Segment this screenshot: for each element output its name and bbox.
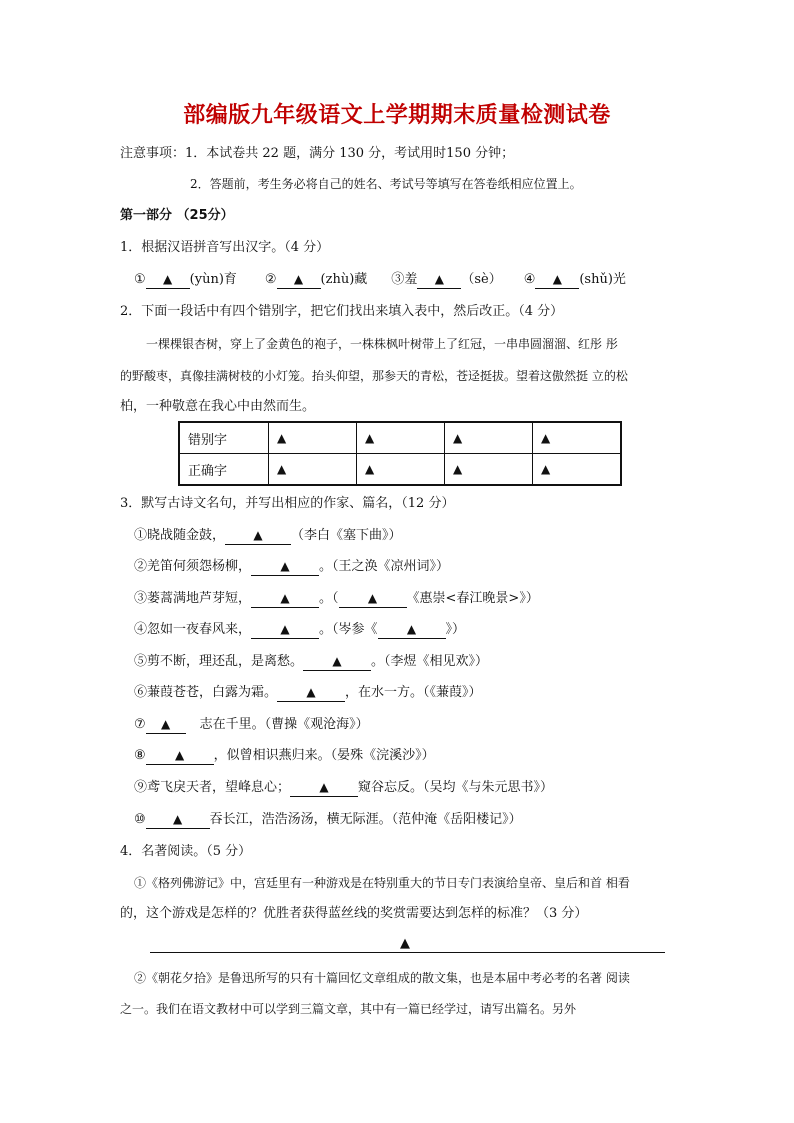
- table-cell[interactable]: ▲: [269, 422, 357, 454]
- note-1: 注意事项：1．本试卷共 22 题，满分 130 分，考试用时150 分钟；: [120, 146, 515, 161]
- q1-item-1: ① ▲ (yùn)育: [134, 272, 237, 287]
- q4-para-1-line-1: ①《格列佛游记》中，宫廷里有一种游戏是在特别重大的节日专门表演给皇帝、皇后和首 相看: [134, 876, 630, 890]
- table-cell[interactable]: ▲: [445, 454, 533, 486]
- answer-blank[interactable]: ▲: [146, 747, 214, 765]
- answer-blank[interactable]: ▲: [303, 653, 371, 671]
- answer-line[interactable]: [150, 952, 665, 953]
- table-row: [179, 422, 621, 454]
- q4-para-2-line-1: ②《朝花夕拾》是鲁迅所写的只有十篇回忆文章组成的散文集，也是本届中考必考的名著 阅读: [134, 971, 630, 985]
- answer-blank[interactable]: ▲: [251, 558, 319, 576]
- answer-blank[interactable]: ▲: [535, 271, 579, 289]
- q2-passage-line-1: 一棵棵银杏树，穿上了金黄色的袍子，一株株枫叶树带上了红冠，一串串圆溜溜、红彤 彤: [146, 337, 618, 351]
- q1-item-4: ④ ▲ (shǔ)光: [523, 272, 626, 287]
- q3-line-4: ④忽如一夜春风来， ▲ 。（岑参《 ▲ 》）: [134, 622, 466, 637]
- row-label-correct: 正确字: [179, 454, 269, 486]
- q3-line-7: ⑦ ▲ 志在千里。（曹操《观沧海》）: [134, 717, 369, 732]
- q1-item-3: ③羞 ▲ （sè）: [391, 272, 502, 287]
- note-2: 2．答题前，考生务必将自己的姓名、考试号等填写在答卷纸相应位置上。: [190, 177, 582, 191]
- answer-blank[interactable]: ▲: [146, 811, 210, 829]
- table-cell[interactable]: ▲: [357, 422, 445, 454]
- q4-para-2-line-2: 之一。我们在语文教材中可以学到三篇文章，其中有一篇已经学过，请写出篇名。另外: [120, 1002, 577, 1016]
- answer-blank[interactable]: ▲: [417, 271, 461, 289]
- q2-passage-line-2: 的野酸枣，真像挂满树枝的小灯笼。抬头仰望，那参天的青松，苍迳挺拔。望着这傲然挺 立的松: [120, 369, 628, 383]
- q3-line-8: ⑧ ▲ ，似曾相识燕归来。（晏殊《浣溪沙》）: [134, 748, 435, 763]
- exam-title: 部编版九年级语文上学期期末质量检测试卷: [183, 103, 611, 128]
- q3-line-6: ⑥蒹葭苍苍，白露为霜。 ▲ ，在水一方。（《蒹葭》）: [134, 685, 482, 700]
- answer-marker: ▲: [400, 936, 410, 951]
- correction-table: [178, 421, 622, 486]
- q4-stem: 4．名著阅读。（5 分）: [120, 844, 252, 859]
- q1-item-2: ② ▲ (zhù)藏: [264, 272, 368, 287]
- table-cell[interactable]: ▲: [445, 422, 533, 454]
- q2-stem: 2．下面一段话中有四个错别字，把它们找出来填入表中，然后改正。（4 分）: [120, 304, 564, 319]
- table-row: [179, 454, 621, 486]
- q3-line-10: ⑩ ▲ 吞长江，浩浩汤汤，横无际涯。（范仲淹《岳阳楼记》）: [134, 812, 522, 827]
- q2-passage-line-3: 柏，一种敬意在我心中由然而生。: [120, 399, 316, 414]
- part-1-heading: 第一部分 （25分）: [120, 208, 234, 223]
- q4-para-1-line-2: 的，这个游戏是怎样的？优胜者获得蓝丝线的奖赏需要达到怎样的标准？（3 分）: [120, 906, 588, 921]
- q3-line-2: ②羌笛何须怨杨柳， ▲ 。（王之涣《凉州词》）: [134, 559, 450, 574]
- table-cell[interactable]: ▲: [357, 454, 445, 486]
- answer-blank[interactable]: ▲: [290, 779, 358, 797]
- q3-line-3: ③蒌蒿满地芦芽短， ▲ 。（ ▲ 《惠崇<春江晚景>》）: [134, 591, 539, 606]
- answer-blank[interactable]: ▲: [277, 684, 345, 702]
- answer-blank[interactable]: ▲: [378, 621, 446, 639]
- answer-blank[interactable]: ▲: [277, 271, 321, 289]
- q3-line-5: ⑤剪不断，理还乱，是离愁。 ▲ 。（李煜《相见欢》）: [134, 654, 489, 669]
- q1-items: [134, 270, 626, 290]
- q1-stem: 1．根据汉语拼音写出汉字。（4 分）: [120, 240, 330, 255]
- q3-stem: 3．默写古诗文名句，并写出相应的作家、篇名，（12 分）: [120, 496, 455, 511]
- table-cell[interactable]: ▲: [533, 454, 622, 486]
- answer-blank[interactable]: ▲: [146, 716, 186, 734]
- q3-line-1: ①晓战随金鼓， ▲ （李白《塞下曲》）: [134, 528, 402, 543]
- table-cell[interactable]: ▲: [533, 422, 622, 454]
- q3-line-9: ⑨鸢飞戾天者，望峰息心； ▲ 窥谷忘反。（吴均《与朱元思书》）: [134, 780, 554, 795]
- answer-blank[interactable]: ▲: [146, 271, 190, 289]
- answer-blank[interactable]: ▲: [225, 527, 291, 545]
- answer-blank[interactable]: ▲: [251, 621, 319, 639]
- answer-blank[interactable]: ▲: [251, 590, 319, 608]
- row-label-wrong: 错别字: [179, 422, 269, 454]
- answer-blank[interactable]: ▲: [339, 590, 407, 608]
- table-cell[interactable]: ▲: [269, 454, 357, 486]
